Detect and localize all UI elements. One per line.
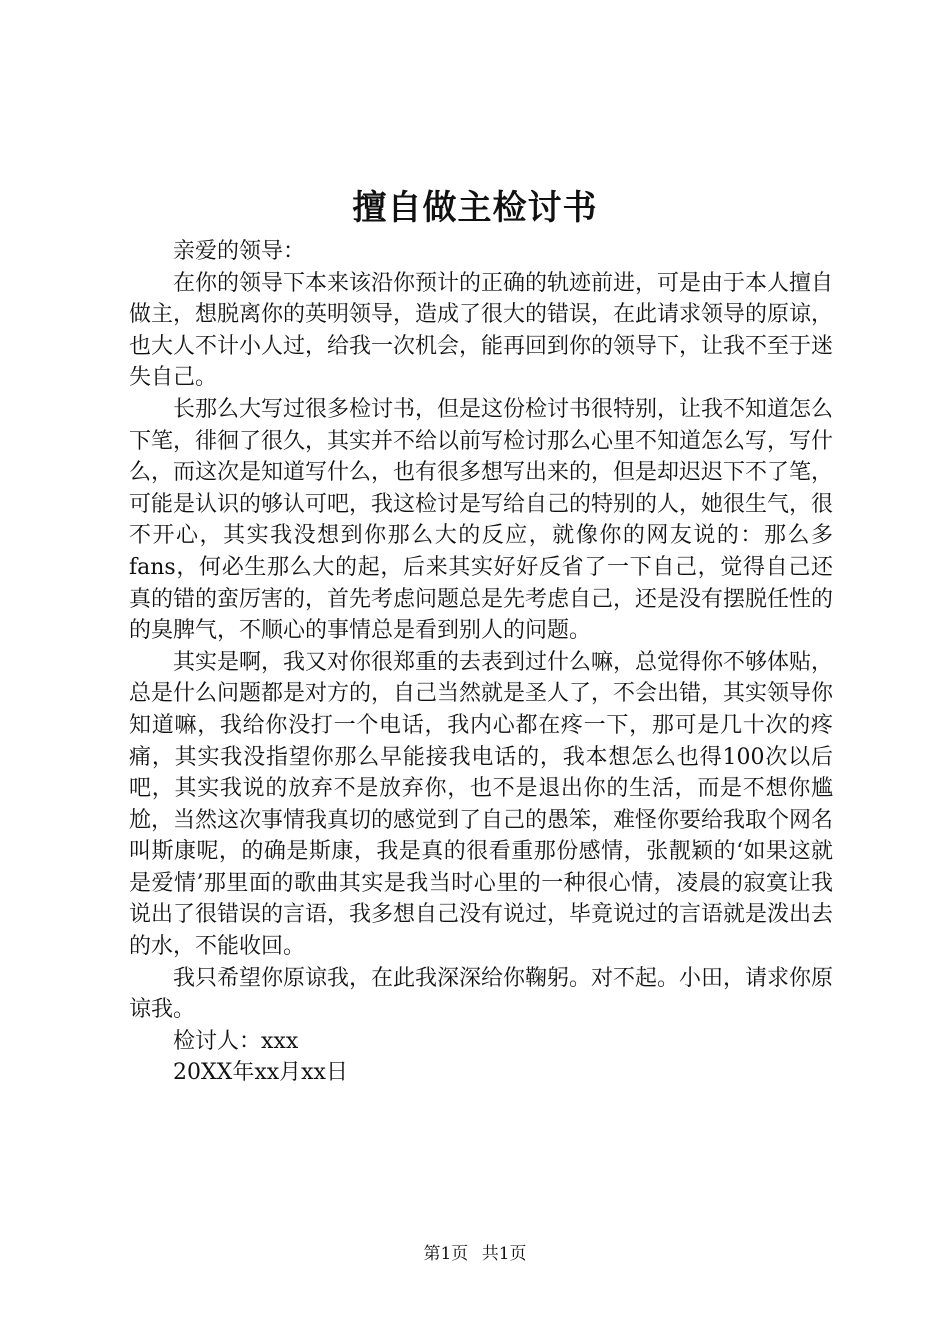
salutation: 亲爱的领导：	[173, 239, 306, 264]
page-total: 共1页	[481, 1244, 527, 1264]
page-number: 第1页	[423, 1244, 469, 1264]
paragraph-2: 长那么大写过很多检讨书，但是这份检讨书很特别，让我不知道怎么下笔，徘徊了很久，其实并不给以前写检讨那么心里不知道怎么写，写什么，而这次是知道写什么，也有很多想写出来的，但是却迟迟下不了笔，可能是认识的够认可吧，我这检讨是写给自己的特别的人，她很生气，很不开心，其实我没想到你那么大的反应，就像你的网友说的：那么多fans，何必生那么大的起，后来其实好好反省了一下自己，觉得自己还真的错的蛮厉害的，首先考虑问题总是先考虑自己，还是没有摆脱任性的的臭脾气，不顺心的事情总是看到别人的问题。	[129, 396, 834, 644]
date: 20XX年xx月xx日	[173, 1060, 348, 1086]
page-footer	[0, 1242, 950, 1266]
paragraph-4: 我只希望你原谅我，在此我深深给你鞠躬。对不起。小田，请求你原谅我。	[129, 965, 834, 1023]
paragraph-1: 在你的领导下本来该沿你预计的正确的轨迹前进，可是由于本人擅自做主，想脱离你的英明领导，造成了很大的错误，在此请求领导的原谅，也大人不计小人过，给我一次机会，能再回到你的领导下，让我不至于迷失自己。	[129, 270, 834, 391]
document-title: 擅自做主检讨书	[352, 188, 598, 228]
signer: 检讨人：xxx	[173, 1028, 299, 1054]
document-body	[129, 236, 833, 1089]
paragraph-3: 其实是啊，我又对你很郑重的去表到过什么嘛，总觉得你不够体贴，总是什么问题都是对方的，自己当然就是圣人了，不会出错，其实领导你知道嘛，我给你没打一个电话，我内心都在疼一下，那可是几十次的疼痛，其实我没指望你那么早能接我电话的，我本想怎么也得100次以后吧，其实我说的放弃不是放弃你，也不是退出你的生活，而是不想你尴尬，当然这次事情我真切的感觉到了自己的愚笨，难怪你要给我取个网名叫斯康呢，的确是斯康，我是真的很看重那份感情，张靓颖的‘如果这就是爱情’那里面的歌曲其实是我当时心里的一种很心情，凌晨的寂寞让我说出了很错误的言语，我多想自己没有说过，毕竟说过的言语就是泼出去的水，不能收回。	[129, 649, 834, 960]
